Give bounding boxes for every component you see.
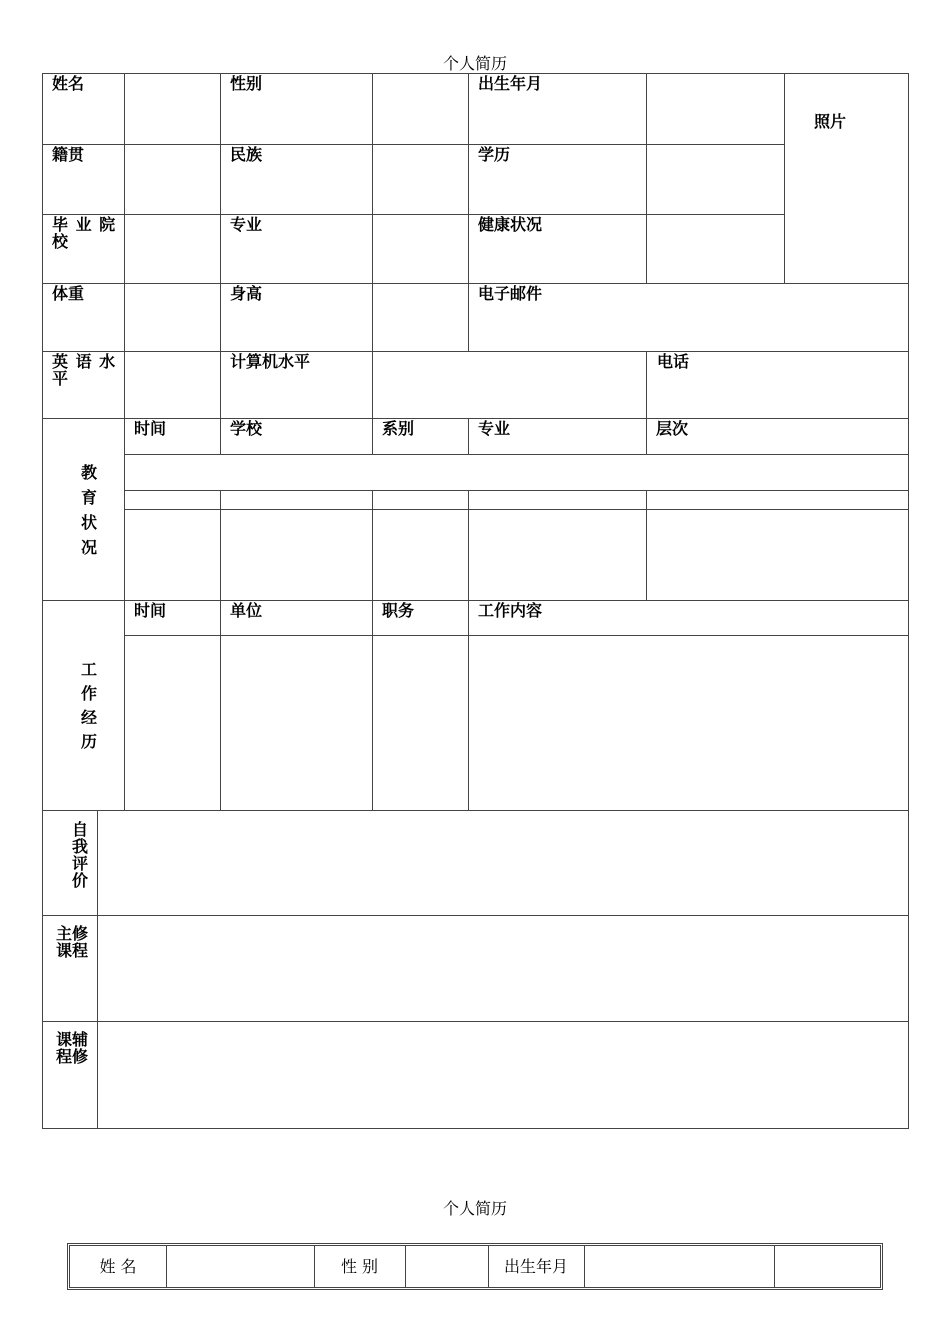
edu-header-school: 学校: [230, 419, 263, 438]
phone-label: 电话: [657, 352, 690, 371]
health-label: 健康状况: [478, 215, 543, 234]
native-place-label: 籍贯: [52, 145, 85, 164]
self-evaluation-label: 自 我 评 价: [71, 820, 88, 890]
resume-form: [42, 73, 909, 1129]
work-header-employer: 单位: [230, 601, 263, 620]
minor-courses-label: 课辅 程修: [55, 1030, 88, 1066]
work-header-time: 时间: [134, 601, 167, 620]
weight-label: 体重: [52, 284, 85, 303]
education-level-label: 学历: [478, 145, 511, 164]
edu-header-department: 系别: [382, 419, 415, 438]
edu-header-level: 层次: [656, 419, 689, 438]
computer-level-label: 计算机水平: [230, 352, 311, 371]
birth-label: 出生年月: [478, 74, 543, 93]
name-label-2: 姓 名: [99, 1257, 137, 1276]
edu-header-time: 时间: [134, 419, 167, 438]
english-level-label: 英 语 水 平: [52, 352, 116, 388]
email-label: 电子邮件: [478, 284, 543, 303]
work-header-position: 职务: [382, 601, 415, 620]
photo-label: 照片: [814, 112, 847, 131]
gender-label: 性别: [230, 74, 263, 93]
name-label: 姓名: [52, 74, 85, 93]
height-label: 身高: [230, 284, 263, 303]
gender-label-2: 性 别: [340, 1257, 379, 1276]
resume-form-2: [67, 1243, 883, 1290]
work-section-label: 工 作 经 历: [80, 660, 97, 751]
graduate-school-label: 毕 业 院 校: [52, 215, 116, 251]
birth-label-2: 出生年月: [503, 1257, 568, 1276]
education-section-label: 教 育 状 况: [80, 463, 97, 557]
major-label: 专业: [230, 215, 263, 234]
page-title: 个人简历: [442, 54, 507, 73]
work-header-content: 工作内容: [478, 601, 543, 620]
ethnicity-label: 民族: [230, 145, 263, 164]
edu-header-major: 专业: [478, 419, 511, 438]
page-title-2: 个人简历: [442, 1199, 507, 1218]
main-courses-label: 主修 课程: [55, 924, 88, 960]
